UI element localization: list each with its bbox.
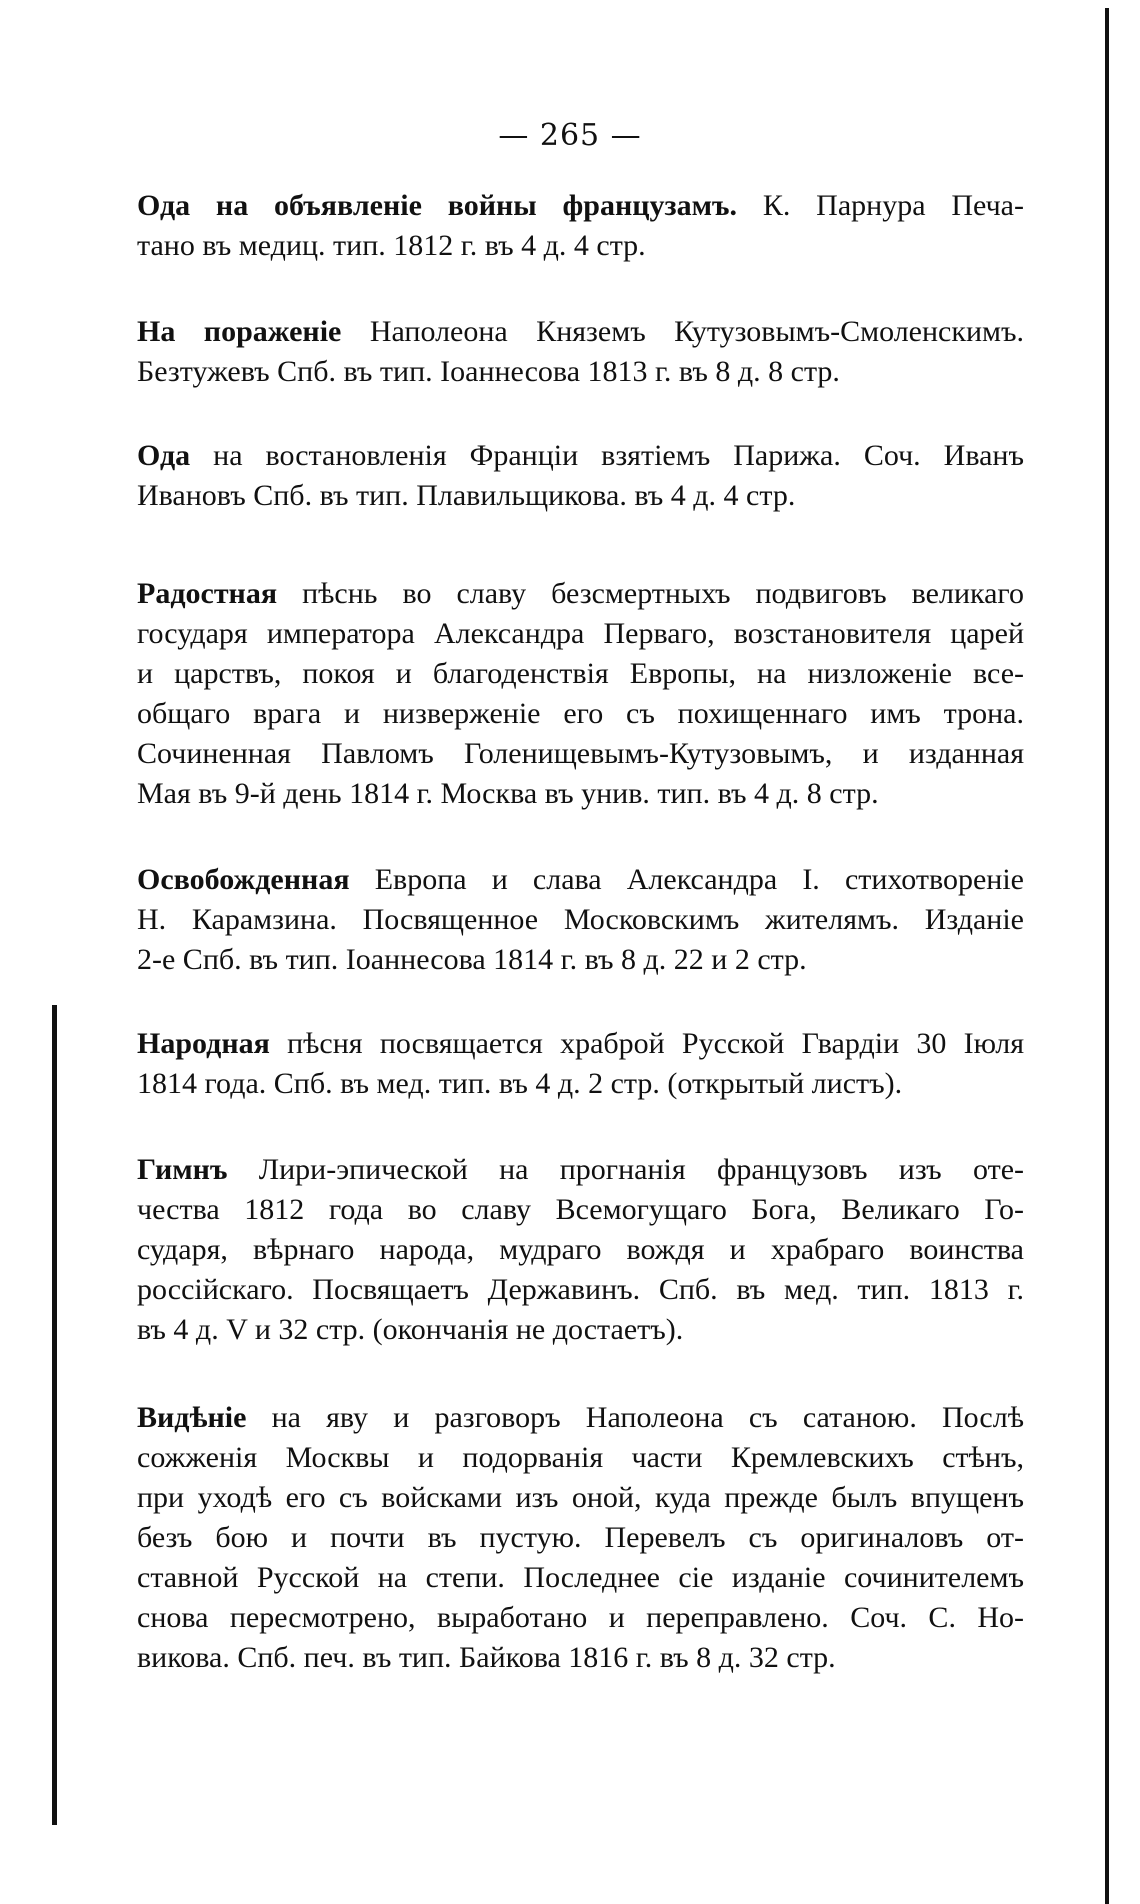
bibliography-entry <box>137 186 1024 266</box>
entry-lead-words: Народная <box>137 1027 270 1060</box>
page-number: — 265 — <box>498 118 642 153</box>
entry-line: ставной Русской на степи. Последнее сіе изданіе сочинителемъ <box>137 1561 1024 1594</box>
entry-lead-words: Гимнъ <box>137 1153 228 1186</box>
entry-line: общаго врага и низверженіе его съ похищеннаго имъ трона. <box>137 697 1024 730</box>
entry-line: Освобожденная Европа и слава Александра I. стихотвореніе <box>137 863 1024 896</box>
entry-lead-words: Видѣніе <box>137 1401 247 1434</box>
entry-line: Сочиненная Павломъ Голенищевымъ-Кутузовымъ, и изданная <box>137 737 1024 770</box>
entry-line: сударя, вѣрнаго народа, мудраго вождя и храбраго воинства <box>137 1233 1024 1266</box>
entry-lead-words: Радостная <box>137 577 278 610</box>
bibliography-list <box>137 186 1024 1678</box>
entry-line: Видѣніе на яву и разговоръ Наполеона съ сатаною. Послѣ <box>137 1401 1024 1434</box>
entry-line: тано въ медиц. тип. 1812 г. въ 4 д. 4 стр. <box>137 229 646 262</box>
binding-edge-rule <box>52 1005 57 1825</box>
entry-line: Гимнъ Лири-эпической на прогнанія французовъ изъ оте- <box>137 1153 1024 1186</box>
bibliography-entry <box>137 1150 1024 1350</box>
entry-line: Безтужевъ Спб. въ тип. Іоаннесова 1813 г. въ 8 д. 8 стр. <box>137 355 840 388</box>
bibliography-entry <box>137 436 1024 516</box>
bibliography-entry <box>137 574 1024 814</box>
page-edge-rule <box>1105 8 1109 1904</box>
entry-line: Мая въ 9-й день 1814 г. Москва въ унив. тип. въ 4 д. 8 стр. <box>137 777 879 810</box>
entry-line: чества 1812 года во славу Всемогущаго Бога, Великаго Го- <box>137 1193 1024 1226</box>
entry-line: Народная пѣсня посвящается храброй Русской Гвардіи 30 Іюля <box>137 1027 1024 1060</box>
entry-line: Ивановъ Спб. въ тип. Плавильщикова. въ 4 д. 4 стр. <box>137 479 796 512</box>
bibliography-entry <box>137 1398 1024 1678</box>
entry-line: снова пересмотрено, выработано и переправлено. Соч. С. Но- <box>137 1601 1024 1634</box>
bibliography-entry <box>137 1024 1024 1104</box>
entry-line: викова. Спб. печ. въ тип. Байкова 1816 г. въ 8 д. 32 стр. <box>137 1641 836 1674</box>
entry-line: Ода на востановленія Франціи взятіемъ Парижа. Соч. Иванъ <box>137 439 1024 472</box>
entry-line: и царствъ, покоя и благоденствія Европы, на низложеніе все- <box>137 657 1024 690</box>
entry-line: На пораженіе Наполеона Княземъ Кутузовымъ-Смоленскимъ. <box>137 315 1024 348</box>
entry-lead-words: Ода <box>137 439 191 472</box>
entry-line: россійскаго. Посвящаетъ Державинъ. Спб. въ мед. тип. 1813 г. <box>137 1273 1024 1306</box>
entry-line: государя императора Александра Перваго, возстановителя царей <box>137 617 1024 650</box>
entry-lead-words: Ода на объявленіе войны французамъ. <box>137 189 738 222</box>
entry-line: при уходѣ его съ войсками изъ оной, куда прежде былъ впущенъ <box>137 1481 1024 1514</box>
entry-lead-words: На пораженіе <box>137 315 342 348</box>
entry-line: въ 4 д. V и 32 стр. (окончанія не достаетъ). <box>137 1313 684 1346</box>
entry-line: Н. Карамзина. Посвященное Московскимъ жителямъ. Изданіе <box>137 903 1024 936</box>
entry-line: 1814 года. Спб. въ мед. тип. въ 4 д. 2 стр. (открытый листъ). <box>137 1067 903 1100</box>
entry-line: сожженія Москвы и подорванія части Кремлевскихъ стѣнъ, <box>137 1441 1024 1474</box>
entry-line: безъ бою и почти въ пустую. Перевелъ съ оригиналовъ от- <box>137 1521 1024 1554</box>
entry-lead-words: Освобожденная <box>137 863 350 896</box>
bibliography-entry <box>137 312 1024 392</box>
bibliography-entry <box>137 860 1024 980</box>
entry-line: Радостная пѣснь во славу безсмертныхъ подвиговъ великаго <box>137 577 1024 610</box>
entry-line: 2-е Спб. въ тип. Іоаннесова 1814 г. въ 8 д. 22 и 2 стр. <box>137 943 807 976</box>
entry-line: Ода на объявленіе войны французамъ. К. Парнура Печа- <box>137 189 1024 222</box>
